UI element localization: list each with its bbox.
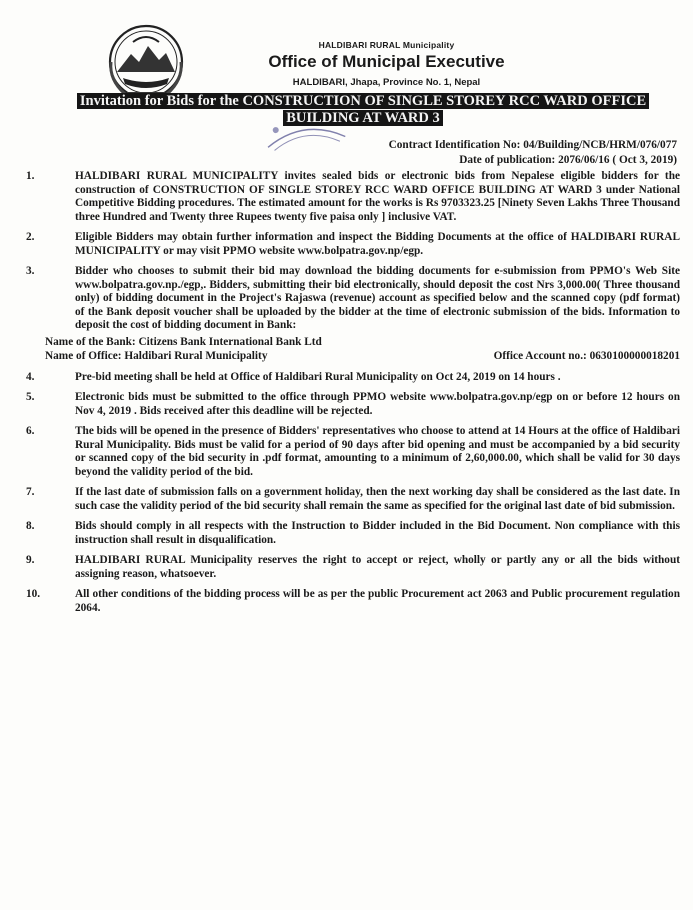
list-item <box>20 486 680 513</box>
item-text: HALDIBARI RURAL Municipality reserves the right to accept or reject, wholly or partly any or all the bids without assigning reason, whatsoever. <box>75 554 680 580</box>
item-number: 4. <box>26 370 35 383</box>
office-account: Office Account no.: 0630100000018201 <box>493 350 680 362</box>
item-text-block <box>75 265 680 333</box>
item-number: 2. <box>26 231 35 243</box>
item-number: 9. <box>26 554 35 566</box>
item-text: Electronic bids must be submitted to the office through PPMO website www.bolpatra.gov.np/egp on or before 12 hours on Nov 4, 2019 . Bids received after this deadline will be rejected. <box>75 391 680 417</box>
item-number: 3. <box>26 265 35 277</box>
item-number: 5. <box>26 391 35 403</box>
item-number: 10. <box>26 588 41 600</box>
item-number: 8. <box>26 520 35 532</box>
item-text: HALDIBARI RURAL MUNICIPALITY invites sealed bids or electronic bids from Nepalese eligible bidders for the construction of CONSTRUCTION OF SINGLE STOREY RCC WARD OFFICE BUILDING AT WARD 3 under National Competitive Bidding procedures. The estimated amount for the works is Rs 9703323.25 [Ninety Seven Lakhs Three Thousand three Hundred and Twenty three Rupees twenty five paisa only ] inclusive VAT. <box>75 170 680 223</box>
bid-invitation-banner <box>60 93 666 127</box>
banner-line-1: Invitation for Bids for the CONSTRUCTION OF SINGLE STOREY RCC WARD OFFICE <box>77 93 649 109</box>
office-address: HALDIBARI, Jhapa, Province No. 1, Nepal <box>292 77 481 88</box>
publication-date: Date of publication: 2076/06/16 ( Oct 3, 2019) <box>459 153 677 166</box>
item-text: Bids should comply in all respects with the Instruction to Bidder included in the Bid Document. Non compliance with this instruction shall result in disqualification. <box>75 520 680 546</box>
item-text: Bidder who chooses to submit their bid may download the bidding documents for e-submission from PPMO's Web Site www.bolpatra.gov.np./egp,. Bidders, submitting their bid electronically, should deposit the cost Nrs 3,000.00( Three thousand only) of bidding document in the Project's Rajaswa (revenue) account as specified below and the scanned copy (pdf format) of the Bank deposit voucher shall be uploaded by the bidder at the time of electronic submission of the bids. Information to deposit the cost of bidding document in Bank: <box>75 265 680 331</box>
banner-line-2: BUILDING AT WARD 3 <box>283 110 443 126</box>
office-title: Office of Municipal Executive <box>268 52 505 71</box>
item-number: 7. <box>26 486 35 498</box>
bank-info <box>20 336 680 364</box>
list-item <box>20 588 680 615</box>
conditions-list <box>20 170 680 622</box>
item-text: Pre-bid meeting shall be held at Office of Haldibari Rural Municipality on Oct 24, 2019 on 14 hours . <box>75 370 561 383</box>
item-text: All other conditions of the bidding process will be as per the public Procurement act 2063 and Public procurement regulation 2064. <box>75 588 680 614</box>
item-text: If the last date of submission falls on a government holiday, then the next working day shall be considered as the last date. In such case the validity period of the bid security shall remain the same as specified for the original last date of bid submission. <box>75 486 680 512</box>
list-item <box>20 391 680 418</box>
item-number: 1. <box>26 170 35 182</box>
list-item <box>20 520 680 547</box>
contract-info <box>389 138 677 167</box>
list-item <box>20 265 680 333</box>
contract-id: Contract Identification No: 04/Building/NCB/HRM/076/077 <box>388 139 677 151</box>
item-text: Eligible Bidders may obtain further information and inspect the Bidding Documents at the office of HALDIBARI RURAL MUNICIPALITY or may visit PPMO website www.bolpatra.gov.np/egp. <box>75 231 680 257</box>
list-item <box>20 371 680 385</box>
municipality-name-small: HALDIBARI RURAL Municipality <box>318 40 455 50</box>
item-number: 6. <box>26 425 35 437</box>
list-item <box>20 425 680 479</box>
office-name: Name of Office: Haldibari Rural Municipality <box>45 350 268 362</box>
list-item <box>20 231 680 258</box>
list-item <box>20 554 680 581</box>
list-item <box>20 170 680 224</box>
item-text: The bids will be opened in the presence of Bidders' representatives who choose to attend at 14 Hours at the office of Haldibari Rural Municipality. Bids must be valid for a period of 90 days after bid opening and must be accompanied by a bid security or scanned copy of the bid security in .pdf format, amounting to a minimum of 2,60,000.00, which shall be valid for 30 days beyond the validity period of the bid. <box>75 425 680 478</box>
bank-name: Name of the Bank: Citizens Bank International Bank Ltd <box>45 335 322 348</box>
